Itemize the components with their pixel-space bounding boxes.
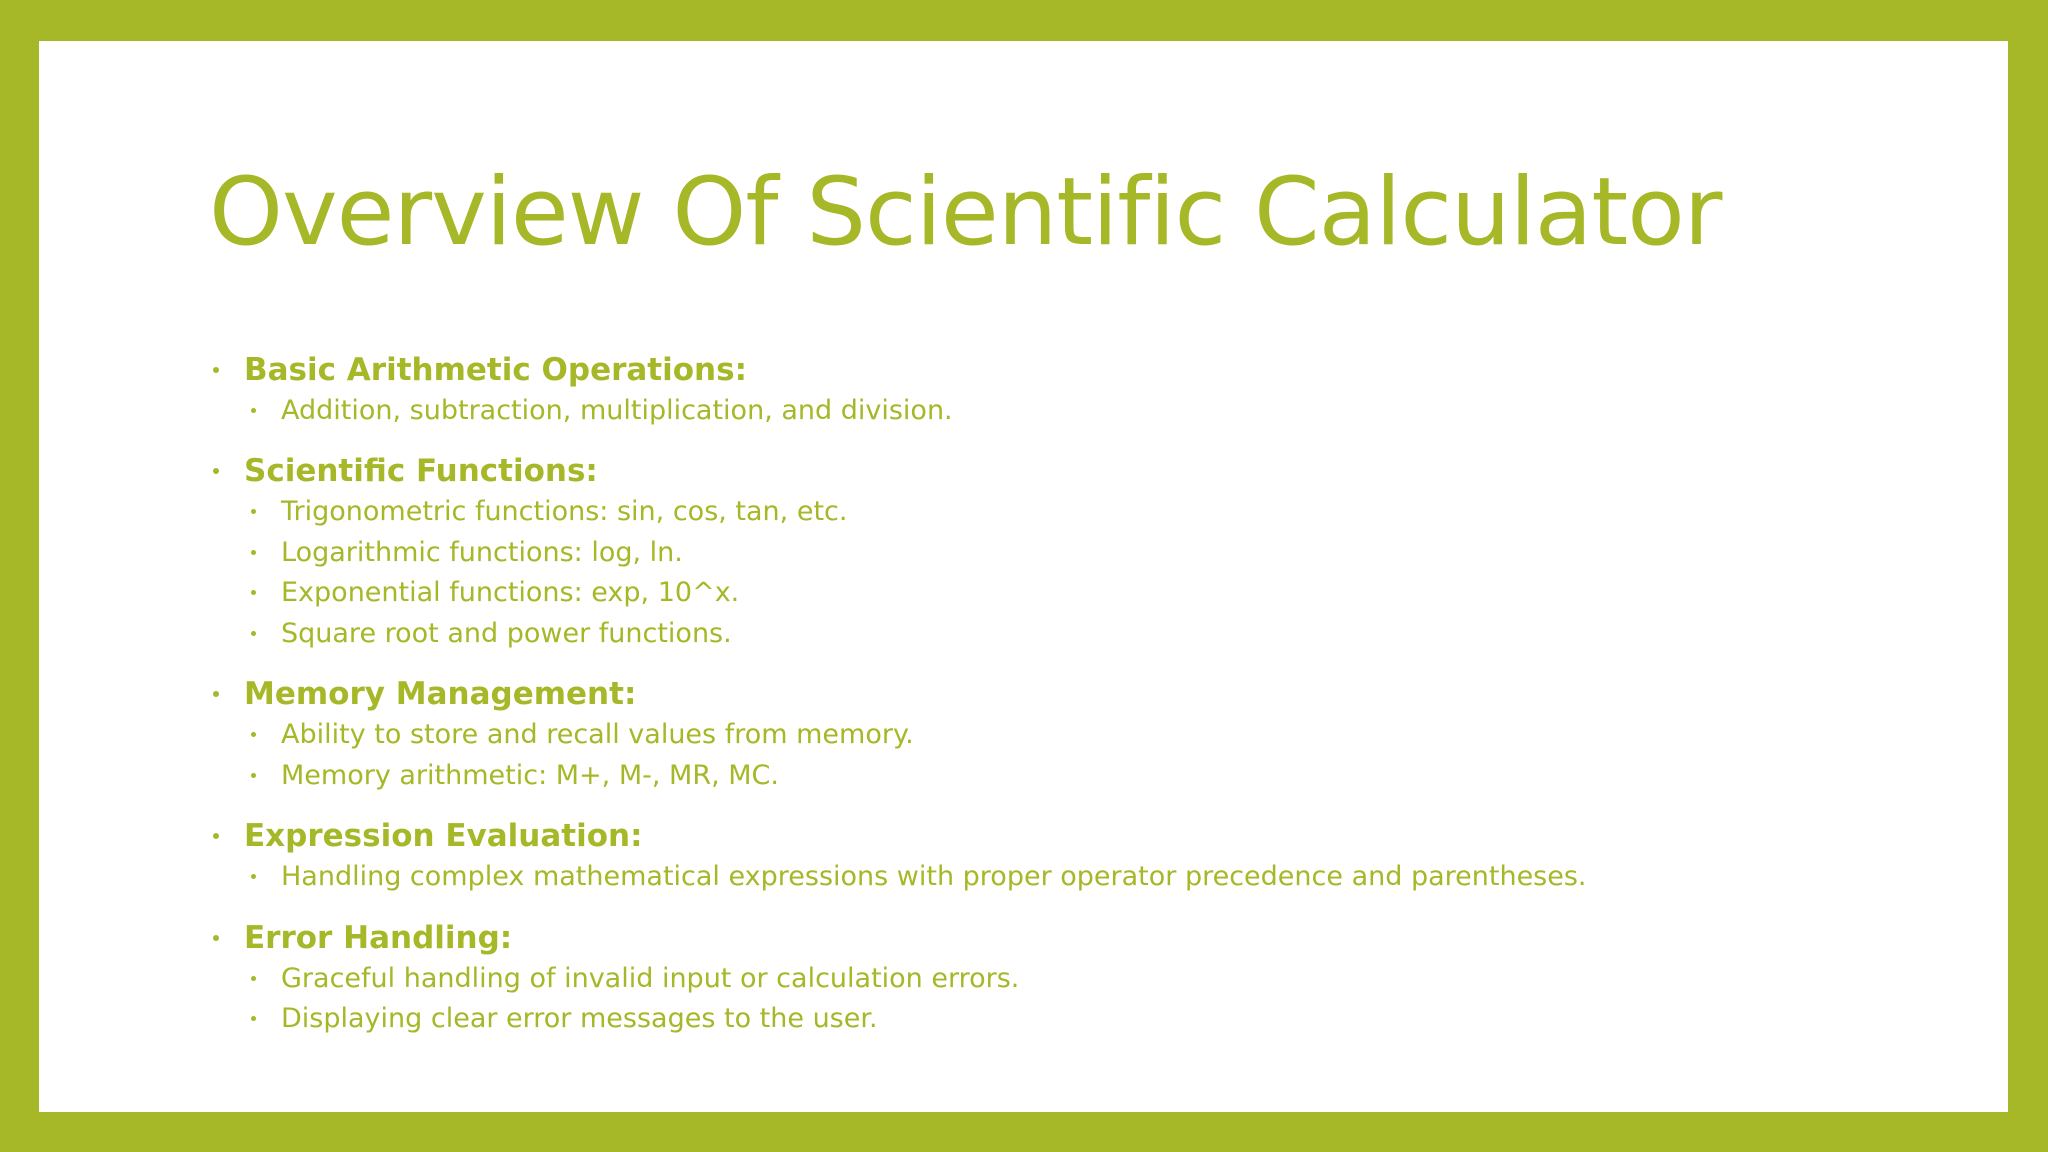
list-item-text: Graceful handling of invalid input or calculation errors. bbox=[281, 962, 1020, 994]
bullet-icon bbox=[251, 874, 256, 879]
bullet-icon bbox=[251, 976, 256, 981]
list-item-text: Square root and power functions. bbox=[281, 617, 732, 649]
bullet-icon bbox=[251, 773, 256, 778]
bullet-icon bbox=[251, 732, 256, 737]
list-item-text: Exponential functions: exp, 10^x. bbox=[281, 577, 740, 609]
list-item bbox=[213, 573, 1913, 614]
slide-content-area bbox=[39, 41, 2008, 1112]
list-item bbox=[213, 492, 1913, 533]
list-item bbox=[213, 390, 1913, 431]
section-heading: Scientific Functions: bbox=[244, 453, 598, 489]
list-item-text: Ability to store and recall values from memory. bbox=[281, 719, 914, 751]
bullet-icon bbox=[251, 631, 256, 636]
list-item-text: Addition, subtraction, multiplication, and division. bbox=[281, 394, 953, 426]
bullet-icon bbox=[251, 509, 256, 514]
bullet-icon bbox=[213, 468, 219, 474]
bullet-icon bbox=[251, 1016, 256, 1021]
list-item bbox=[213, 755, 1913, 796]
section-heading: Memory Management: bbox=[244, 676, 637, 712]
list-item bbox=[213, 857, 1913, 898]
bullet-icon bbox=[251, 408, 256, 413]
section-memory-management bbox=[213, 674, 1913, 796]
list-item bbox=[213, 613, 1913, 654]
bullet-list bbox=[213, 349, 1913, 1059]
bullet-icon bbox=[251, 550, 256, 555]
bullet-icon bbox=[213, 935, 219, 941]
list-item bbox=[213, 715, 1913, 756]
bullet-icon bbox=[251, 590, 256, 595]
list-item-text: Memory arithmetic: M+, M-, MR, MC. bbox=[281, 759, 779, 791]
slide-title: Overview Of Scientific Calculator bbox=[209, 158, 1722, 267]
section-scientific-functions bbox=[213, 451, 1913, 654]
bullet-icon bbox=[213, 691, 219, 697]
section-expression-evaluation bbox=[213, 816, 1913, 898]
list-item bbox=[213, 999, 1913, 1040]
section-heading-row bbox=[213, 917, 1913, 958]
list-item bbox=[213, 958, 1913, 999]
list-item bbox=[213, 532, 1913, 573]
section-heading: Error Handling: bbox=[244, 919, 513, 956]
section-heading-row bbox=[213, 816, 1913, 857]
list-item-text: Logarithmic functions: log, ln. bbox=[281, 536, 683, 568]
section-heading-row bbox=[213, 349, 1913, 390]
section-heading-row bbox=[213, 674, 1913, 715]
list-item-text: Handling complex mathematical expressions with proper operator precedence and parentheses. bbox=[281, 861, 1587, 893]
section-error-handling bbox=[213, 917, 1913, 1039]
section-heading: Basic Arithmetic Operations: bbox=[244, 351, 747, 388]
section-basic-arithmetic bbox=[213, 349, 1913, 431]
list-item-text: Trigonometric functions: sin, cos, tan, etc. bbox=[281, 496, 848, 528]
section-heading-row bbox=[213, 451, 1913, 492]
bullet-icon bbox=[213, 367, 219, 373]
bullet-icon bbox=[213, 833, 219, 839]
list-item-text: Displaying clear error messages to the user. bbox=[281, 1003, 878, 1035]
section-heading: Expression Evaluation: bbox=[244, 818, 643, 854]
